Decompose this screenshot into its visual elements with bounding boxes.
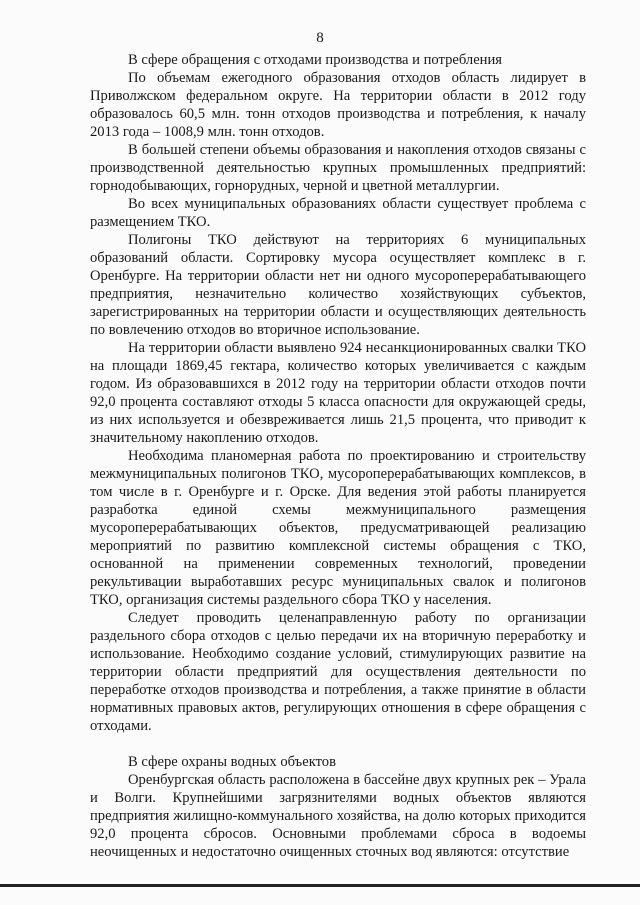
paragraph: Необходима планомерная работа по проектированию и строительству межмуниципальных полигонов ТКО, мусороперерабатывающих комплексов, в том числе в г. Оренбурге и г. Орске. Для ведения этой работы планируется разработка единой схемы межмуниципального размещения мусороперерабатывающих объектов, предусматривающей реализацию мероприятий по развитию комплексной системы обращения с ТКО, основанной на применении современных технологий, проведении рекультивации выработавших ресурс муниципальных свалок и полигонов ТКО, организация системы раздельного сбора ТКО у населения.	[90, 448, 586, 608]
section-heading: В сфере охраны водных объектов	[128, 754, 336, 770]
paragraph: Во всех муниципальных образованиях области существует проблема с размещением ТКО.	[90, 196, 586, 230]
paragraph: В большей степени объемы образования и накопления отходов связаны с производственной деятельностью крупных промышленных предприятий: горнодобывающих, горнорудных, черной и цветной металлургии.	[90, 142, 586, 194]
section-water	[90, 753, 586, 861]
paragraph: На территории области выявлено 924 несанкционированных свалки ТКО на площади 1869,45 гектара, количество которых увеличивается с каждым годом. Из образовавшихся в 2012 году на территории области отходов почти 92,0 процента составляют отходы 5 класса опасности для окружающей среды, из них используется и обезвреживается лишь 21,5 процента, что приводит к значительному накоплению отходов.	[90, 340, 586, 446]
section-waste	[90, 51, 586, 735]
page-number: 8	[316, 30, 324, 46]
section-spacer	[90, 735, 586, 753]
paragraph: По объемам ежегодного образования отходов область лидирует в Приволжском федеральном округе. На территории области в 2012 году образовалось 60,5 млн. тонн отходов производства и потребления, к началу 2013 года – 1008,9 млн. тонн отходов.	[90, 70, 586, 140]
paragraph: Полигоны ТКО действуют на территориях 6 муниципальных образований области. Сортировку мусора осуществляет комплекс в г. Оренбурге. На территории области нет ни одного мусороперерабатывающего предприятия, незначительно количество хозяйствующих субъектов, зарегистрированных на территории области и осуществляющих деятельность по вовлечению отходов во вторичное использование.	[90, 232, 586, 338]
paragraph: Следует проводить целенаправленную работу по организации раздельного сбора отходов с целью передачи их на вторичную переработку и использование. Необходимо создание условий, стимулирующих развитие на территории области предприятий для осуществления деятельности по переработке отходов производства и потребления, а также принятие в области нормативных правовых актов, регулирующих отношения в сфере обращения с отходами.	[90, 610, 586, 734]
bottom-divider	[0, 884, 640, 887]
section-heading: В сфере обращения с отходами производства и потребления	[128, 52, 503, 68]
document-body	[90, 51, 586, 861]
paragraph: Оренбургская область расположена в бассейне двух крупных рек – Урала и Волги. Крупнейшими загрязнителями водных объектов являются предприятия жилищно-коммунального хозяйства, на долю которых приходится 92,0 процента сбросов. Основными проблемами сброса в водоемы неочищенных и недостаточно очищенных сточных вод являются: отсутствие	[90, 772, 586, 860]
